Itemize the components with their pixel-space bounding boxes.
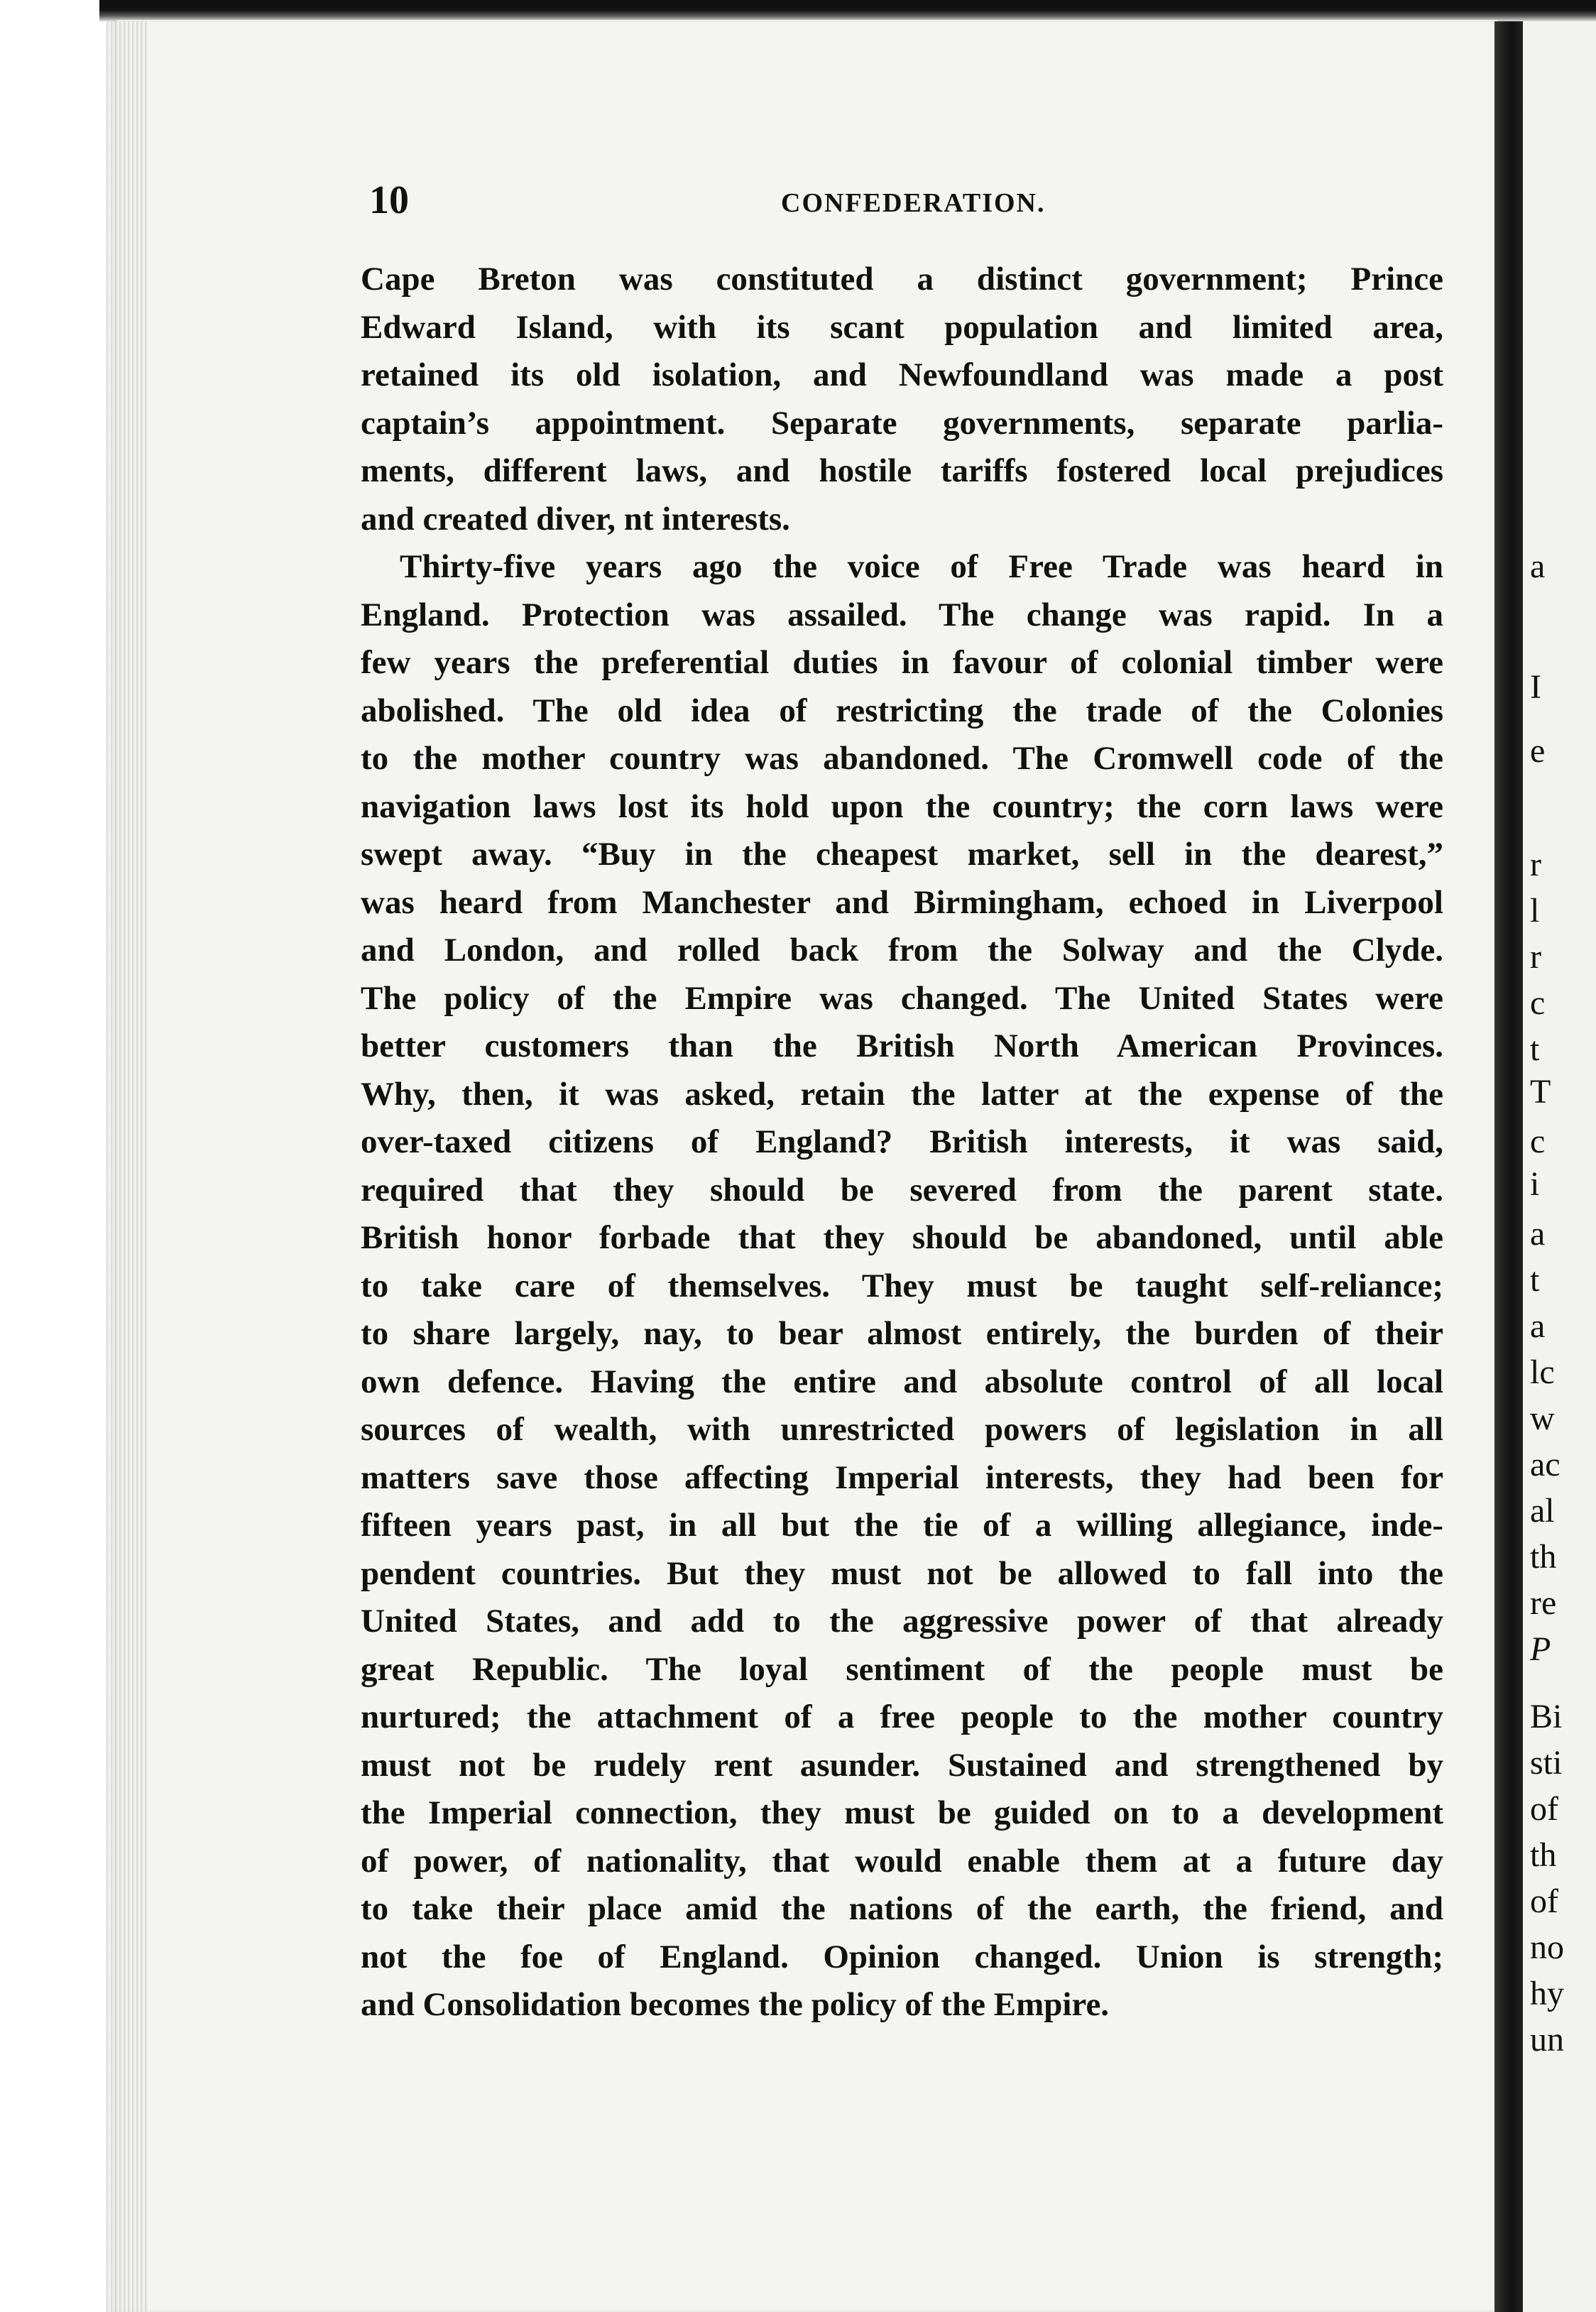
facing-page-fragment: th — [1530, 1538, 1557, 1576]
text-line: of power, of nationality, that would enable them at a future day — [361, 1842, 1443, 1880]
text-line: Cape Breton was constituted a distinct government; Prince — [361, 261, 1443, 298]
facing-page-fragment: no — [1530, 1929, 1564, 1966]
facing-page-fragment: i — [1530, 1165, 1540, 1203]
text-line: not the foe of England. Opinion changed. Union is strength; — [361, 1938, 1443, 1975]
facing-page-fragment: a — [1530, 1307, 1546, 1345]
page-header — [369, 178, 1463, 227]
text-line: was heard from Manchester and Birmingham, echoed in Liverpool — [361, 883, 1443, 921]
text-line: nurtured; the attachment of a free people to the mother country — [361, 1698, 1443, 1735]
facing-page-fragment: sti — [1530, 1744, 1563, 1782]
facing-page-fragment: hy — [1530, 1975, 1564, 2012]
text-line: United States, and add to the aggressive power of that already — [361, 1603, 1443, 1640]
facing-page-edge — [1523, 21, 1596, 2312]
facing-page-fragment: al — [1530, 1492, 1555, 1529]
text-line: Edward Island, with its scant population and limited area, — [361, 308, 1443, 346]
facing-page-fragment: of — [1530, 1882, 1558, 1920]
facing-page-fragment: I — [1530, 668, 1541, 706]
facing-page-fragment: c — [1530, 984, 1546, 1022]
text-line: to share largely, nay, to bear almost entirely, the burden of their — [361, 1315, 1443, 1352]
facing-page-fragment: c — [1530, 1123, 1546, 1160]
page-number: 10 — [369, 178, 409, 222]
text-line: Why, then, it was asked, retain the latter at the expense of the — [361, 1075, 1443, 1113]
text-line: sources of wealth, with unrestricted powers of legislation in all — [361, 1411, 1443, 1448]
facing-page-fragment: l — [1530, 892, 1540, 929]
text-line: the Imperial connection, they must be guided on to a development — [361, 1794, 1443, 1831]
facing-page-fragment: of — [1530, 1790, 1558, 1828]
facing-page-fragment: r — [1530, 846, 1541, 883]
facing-page-fragment: th — [1530, 1836, 1557, 1874]
running-head: CONFEDERATION. — [781, 188, 1046, 218]
facing-page-fragment: Bi — [1530, 1698, 1563, 1735]
text-line: own defence. Having the entire and absolute control of all local — [361, 1363, 1443, 1400]
text-line: abolished. The old idea of restricting the trade of the Colonies — [361, 692, 1443, 729]
page-body — [361, 256, 1443, 2029]
facing-page-fragment: re — [1530, 1584, 1557, 1622]
binding-gutter — [1494, 21, 1523, 2312]
text-line: and Consolidation becomes the policy of the Empire. — [361, 1986, 1110, 2023]
facing-page-fragment: a — [1530, 547, 1546, 585]
text-line: Thirty-five years ago the voice of Free Trade was heard in — [400, 548, 1443, 585]
facing-page-fragment: un — [1530, 2021, 1564, 2059]
text-line: British honor forbade that they should be abandoned, until able — [361, 1219, 1443, 1256]
page-stack-edges — [106, 21, 149, 2312]
facing-page-fragment: lc — [1530, 1353, 1555, 1391]
text-line: fifteen years past, in all but the tie of a willing allegiance, inde- — [361, 1507, 1443, 1544]
text-line: matters save those affecting Imperial interests, they had been for — [361, 1458, 1443, 1496]
facing-page-fragment: r — [1530, 938, 1541, 976]
text-line: ments, different laws, and hostile tariffs fostered local prejudices — [361, 452, 1443, 489]
text-line: navigation laws lost its hold upon the country; the corn laws were — [361, 787, 1443, 825]
text-line: better customers than the British North American Provinces. — [361, 1027, 1443, 1064]
facing-page-fragment: a — [1530, 1215, 1546, 1253]
text-line: few years the preferential duties in favour of colonial timber were — [361, 644, 1443, 681]
facing-page-fragment: t — [1530, 1030, 1540, 1068]
facing-page-fragment: t — [1530, 1261, 1540, 1299]
facing-page-fragment: T — [1530, 1073, 1551, 1111]
text-line: over-taxed citizens of England? British interests, it was said, — [361, 1123, 1443, 1160]
text-line: pendent countries. But they must not be allowed to fall into the — [361, 1554, 1443, 1592]
facing-page-fragment: P — [1530, 1630, 1551, 1668]
text-line: and London, and rolled back from the Solway and the Clyde. — [361, 932, 1443, 969]
facing-page-fragment: w — [1530, 1400, 1555, 1437]
text-line: England. Protection was assailed. The change was rapid. In a — [361, 596, 1443, 633]
page-top-edge — [99, 0, 1596, 21]
text-line: and created diver, nt interests. — [361, 500, 790, 538]
text-line: swept away. “Buy in the cheapest market, sell in the dearest,” — [361, 836, 1443, 873]
text-line: to take care of themselves. They must be taught self-reliance; — [361, 1267, 1443, 1304]
text-line: must not be rudely rent asunder. Sustained and strengthened by — [361, 1746, 1443, 1784]
facing-page-fragment: e — [1530, 732, 1546, 770]
text-line: captain’s appointment. Separate governments, separate parlia- — [361, 404, 1443, 442]
text-line: The policy of the Empire was changed. The United States were — [361, 979, 1443, 1017]
text-line: great Republic. The loyal sentiment of the people must be — [361, 1650, 1443, 1688]
paragraph — [361, 256, 1443, 543]
facing-page-fragment: ac — [1530, 1446, 1561, 1483]
text-line: retained its old isolation, and Newfoundland was made a post — [361, 356, 1443, 393]
text-line: required that they should be severed from the parent state. — [361, 1171, 1443, 1209]
paragraph — [361, 543, 1443, 2029]
text-line: to take their place amid the nations of the earth, the friend, and — [361, 1890, 1443, 1927]
text-line: to the mother country was abandoned. The Cromwell code of the — [361, 740, 1443, 777]
